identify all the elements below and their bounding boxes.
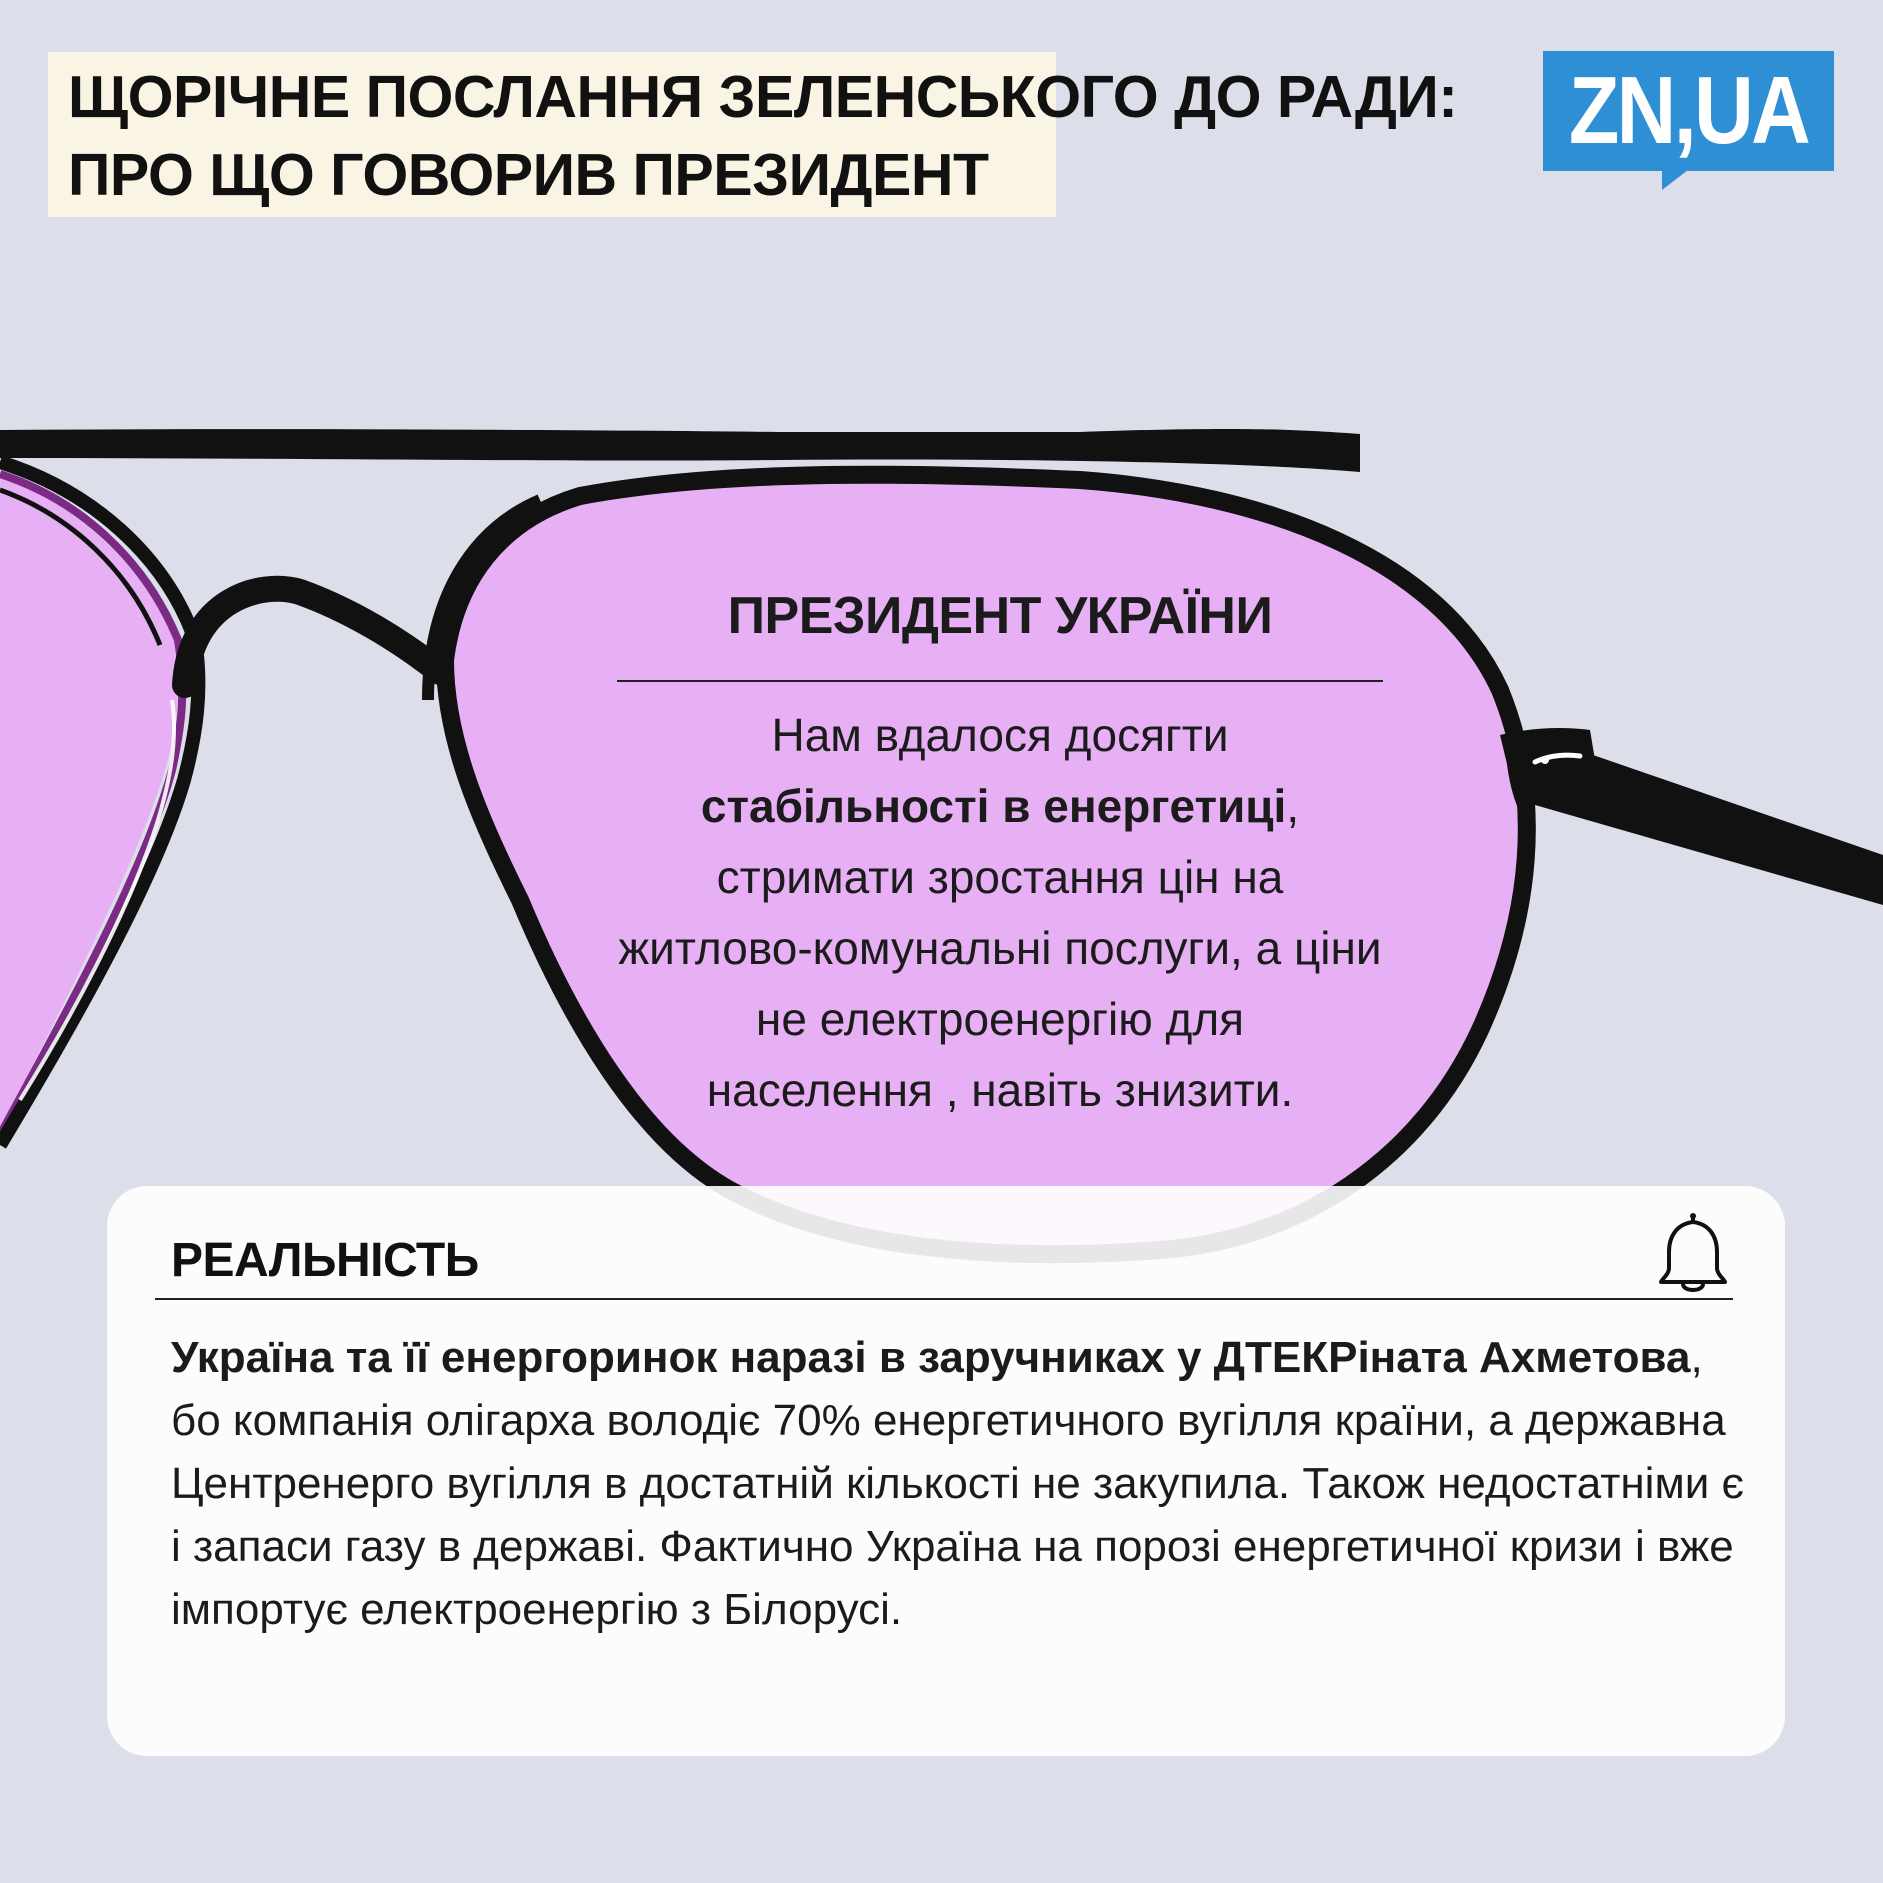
logo-speech-tail <box>1662 170 1688 190</box>
page-title-line-1: ЩОРІЧНЕ ПОСЛАННЯ ЗЕЛЕНСЬКОГО ДО РАДИ: <box>68 64 1458 130</box>
bell-icon <box>1655 1210 1731 1298</box>
page-title-line-2: ПРО ЩО ГОВОРИВ ПРЕЗИДЕНТ <box>68 142 989 208</box>
quote-bold-phrase: стабільності в енергетиці <box>700 780 1287 832</box>
nose-bridge <box>185 589 440 685</box>
quote-line-5: не електроенергію для <box>755 993 1245 1045</box>
left-lens <box>0 478 179 1130</box>
reality-card <box>107 1186 1785 1756</box>
reality-title: РЕАЛЬНІСТЬ <box>171 1234 479 1287</box>
zn-ua-logo[interactable] <box>1543 51 1834 171</box>
reality-bold-text: Україна та її енергоринок наразі в заручниках у ДТЕКРіната Ахметова <box>171 1333 1691 1382</box>
quote-line-4: житлово-комунальні послуги, а ціни <box>618 922 1382 974</box>
title-box <box>48 52 1458 217</box>
glasses-top-bar <box>0 429 1360 472</box>
president-quote-text <box>560 700 1440 1126</box>
quote-line-1: Нам вдалося досягти <box>771 709 1229 761</box>
quote-line-6: населення , навіть знизити. <box>706 1064 1294 1116</box>
hinge-dot <box>1541 756 1549 764</box>
president-divider <box>617 680 1383 682</box>
president-quote <box>560 580 1440 1126</box>
quote-bold-suffix: , <box>1286 780 1300 832</box>
reality-text <box>171 1326 1751 1641</box>
reality-body-text: , бо компанія олігарха володіє 70% енергетичного вугілля країни, а державна Центренерго вугілля в достатній кількості не закупила. Також недостатніми є і запаси газу в державі. Фактично Україна на порозі енергетичної кризи і вже імпортує електроенергію з Білорусі. <box>171 1333 1744 1634</box>
logo-text: ZN,UA <box>1568 57 1809 164</box>
reality-divider <box>155 1298 1733 1300</box>
president-heading: ПРЕЗИДЕНТ УКРАЇНИ <box>727 587 1273 645</box>
quote-line-3: стримати зростання цін на <box>716 851 1284 903</box>
